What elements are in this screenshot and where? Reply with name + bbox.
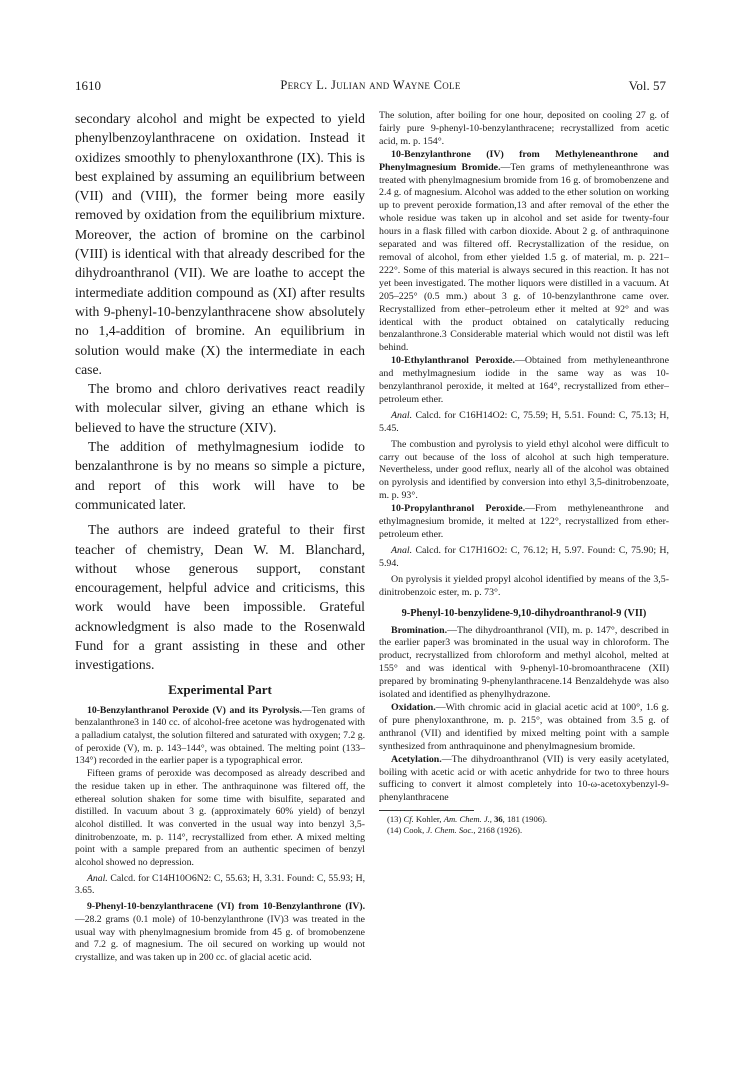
paragraph (379, 545, 669, 571)
volume-label: Vol. 57 (628, 78, 666, 93)
run-in-heading: Acetylation. (391, 753, 442, 765)
footnote (387, 825, 669, 836)
text-run: Calcd. for C16H14O2: C, 75.59; H, 5.51. Found: C, 75.13; H, 5.45. (379, 409, 669, 434)
italic-text: Am. Chem. J. (443, 814, 490, 825)
run-in-heading: 10-Ethylanthranol Peroxide. (391, 355, 516, 367)
paragraph (379, 355, 669, 407)
text-run: Fifteen grams of peroxide was decomposed as already described and the residue taken up in ether. The anthraquinone was filtered off, the ethereal solution shaken for some time with bisulfite, separated and distilled. In vacuum about 3 g. (approximately 60% yield) of benzyl alcohol distilled. It was converted in the usual way into benzyl 3,5-dinitrobenzoate, m. p. 114°, recrystallized from ether. A mixed melting point with a sample prepared from an authentic specimen of benzyl alcohol showed no depression. (75, 768, 365, 869)
paragraph (379, 503, 669, 542)
text-run: —Ten grams of benzalanthrone3 in 140 cc. of alcohol-free acetone was hydrogenated with a palladium catalyst, the solution filtered and saturated with oxygen; 7.2 g. of peroxide (V), m. p. 143–144°, was obtained. The melting point (133–134°) recorded in the earlier paper is a typographical error. (75, 704, 365, 767)
subsection-heading: 9-Phenyl-10-benzylidene-9,10-dihydroanthranol-9 (VII) (401, 607, 647, 619)
italic-text: Cf. (403, 814, 414, 825)
italic-text: Anal. (391, 544, 413, 556)
text-run: Calcd. for C17H16O2: C, 76.12; H, 5.97. Found: C, 75.90; H, 5.94. (379, 544, 669, 569)
text-run: Calcd. for C14H10O6N2: C, 55.63; H, 3.31. Found: C, 55.93; H, 3.65. (75, 872, 365, 897)
paragraph (379, 149, 669, 356)
text-run: The authors are indeed grateful to their first teacher of chemistry, Dean W. M. Blanchard, without whose generous support, constant encouragement, helpful advice and criticisms, this work would have been impossible. Grateful acknowledgment is also made to the Rosenwald Fund for a grant assisting in these and other investigations. (75, 522, 365, 673)
text-run: On pyrolysis it yielded propyl alcohol identified by means of the 3,5-dinitrobenzoic ester, m. p. 73°. (379, 573, 669, 598)
paragraph (75, 379, 365, 437)
text-run: —With chromic acid in glacial acetic acid at 100°, 1.6 g. of pure phenyloxanthrone, m. p. 215°, was obtained from 3.5 g. of anthranol (VII) and identified by mixed melting point with a sample synthesized from anthraquinone and phenylmagnesium bromide. (379, 701, 669, 752)
run-in-heading: 10-Benzylanthranol Peroxide (V) and its Pyrolysis. (87, 704, 302, 716)
text-run: —28.2 grams (0.1 mole) of 10-benzylanthrone (IV)3 was treated in the usual way with phenylmagnesium bromide from 45 g. of bromobenzene and 7.2 g. of magnesium. The oil secured on working up would not crystallize, and was taken up in 200 cc. of glacial acetic acid. (75, 913, 365, 963)
paragraph (75, 768, 365, 870)
left-column (75, 109, 365, 965)
paragraph (379, 754, 669, 806)
footnote (387, 814, 669, 825)
paragraph (75, 705, 365, 769)
right-column (379, 110, 669, 836)
text-run: secondary alcohol and might be expected to yield phenylbenzoylanthracene on oxidation. Instead it oxidizes smoothly to phenyloxanthrone (IX). This is best explained by assuming an equilibrium between (VII) and (VIII), the former being more easily removed by oxidation from the equilibrium mixture. Moreover, the action of bromine on the carbinol (VIII) is identical with that already described for the dihydroanthranol (VII). We are loathe to accept the intermediate addition compound as (XI) after results with 9-phenyl-10-benzylanthracene show absolutely no 1,4-addition of bromine. An equilibrium in solution would make (X) the intermediate in each case. (75, 111, 365, 377)
paragraph (379, 625, 669, 702)
run-in-heading: 9-Phenyl-10-benzylanthracene (VI) from 10-Benzylanthrone (IV). (87, 901, 365, 913)
run-in-heading: Oxidation. (391, 701, 436, 713)
italic-text: Anal. (87, 872, 108, 884)
run-in-heading: 10-Benzylanthrone (IV) from Methyleneanthrone and Phenylmagnesium Bromide. (379, 148, 669, 173)
text-run: , 181 (1906). (502, 814, 548, 825)
running-header (75, 78, 666, 94)
text-run: (13) (387, 814, 404, 825)
paragraph (379, 574, 669, 600)
paragraph (75, 520, 365, 674)
paragraph (379, 702, 669, 754)
paragraph (75, 873, 365, 898)
text-run: The solution, after boiling for one hour, deposited on cooling 27 g. of fairly pure 9-phenyl-10-benzylanthracene; recrystallized from acetic acid, m. p. 154°. (379, 110, 669, 147)
footnote-rule (379, 810, 474, 811)
text-run: —Obtained from methyleneanthrone and methylmagnesium iodide in the same way as was 10-benzylanthranol peroxide, it melted at 164°, recrystallized from ether–petroleum ether. (379, 355, 669, 405)
text-run: The addition of methylmagnesium iodide to benzalanthrone is by no means so simple a picture, and report of this work will have to be communicated later. (75, 439, 365, 512)
text-run: —The dihydroanthranol (VII), m. p. 147°, described in the earlier paper3 was brominated in the usual way in chloroform. The product, recrystallized from chloroform and methyl alcohol, melted at 155° and was identical with 9-phenyl-10-bromoanthracene (XII) prepared by brominating 9-phenylanthracene.14 Benzaldehyde was also isolated and identified as phenylhydrazone. (379, 624, 669, 701)
paragraph (75, 109, 365, 379)
text-run: Kohler, (413, 814, 444, 825)
run-in-heading: Bromination. (391, 624, 448, 636)
text-run: , (489, 814, 495, 825)
text-run: —From methyleneanthrone and ethylmagnesium bromide, it melted at 122°, recrystallized from ether-petroleum ether. (379, 503, 669, 540)
run-in-heading: 10-Propylanthranol Peroxide. (391, 503, 526, 515)
paragraph (379, 439, 669, 504)
text-run: —The dihydroanthranol (VII) is very easily acetylated, boiling with acetic acid or with acetic anhydride for two to three hours sufficing to convert it almost completely into 10-ω-acetoxybenzyl-9-phenylanthracene (379, 753, 669, 804)
paragraph (379, 110, 669, 149)
run-in-heading: 36 (494, 814, 503, 825)
text-run: (14) Cook, (387, 825, 427, 836)
page-number: 1610 (75, 78, 101, 93)
section-heading: Experimental Part (168, 681, 272, 697)
italic-text: J. Chem. Soc. (426, 825, 474, 836)
text-run: , 2168 (1926). (473, 825, 523, 836)
text-run: The combustion and pyrolysis to yield ethyl alcohol were difficult to carry out because of the loss of alcohol at such high temperature. Nevertheless, under good reflux, nearly all of the alcohol was obtained on pyrolysis and identified by conversion into ethyl 3,5-dinitrobenzoate, m. p. 93°. (379, 438, 669, 502)
italic-text: Anal. (391, 409, 413, 421)
text-run: —Ten grams of methyleneanthrone was treated with phenylmagnesium bromide from 16 g. of bromobenzene and 2.4 g. of magnesium. Alcohol was added to the ether solution on working up to prevent peroxide formation,13 and after removal of the ether the whole residue was taken up in alcohol and set aside for twenty-four hours in a flask filled with carbon dioxide. About 2 g. of anthraquinone separated and was filtered off. Recrystallization of the residue, on removal of alcohol, from ether yielded 1.5 g. of material, m. p. 221–222°. Some of this material is always secured in this reaction. It has not yet been investigated. The mother liquors were distilled in a vacuum. At 205–225° (0.5 mm.) about 3 g. of 10-benzylanthrone came over. Recrystallized from ether–petroleum ether it melted at 92° and was identical with the product obtained on catalytically reducing benzalanthrone.3 Considerable material which would not distil was left behind. (379, 161, 670, 354)
text-run: The bromo and chloro derivatives react readily with molecular silver, giving an ethane which is believed to have the structure (XIV). (75, 381, 365, 435)
running-title: Percy L. Julian and Wayne Cole (280, 78, 461, 92)
paragraph (379, 410, 669, 436)
paragraph (75, 901, 365, 965)
paragraph (75, 437, 365, 514)
